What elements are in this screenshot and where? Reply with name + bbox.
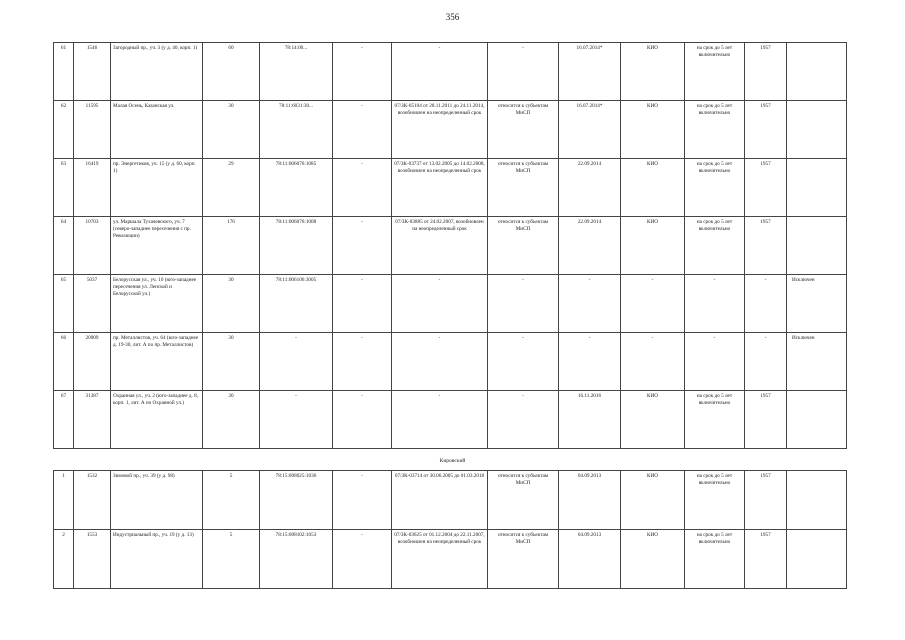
note-cell: [787, 159, 847, 217]
contract-cell: -: [392, 333, 488, 391]
note-cell: [787, 391, 847, 449]
contract-cell: -: [392, 275, 488, 333]
row-number: 67: [54, 391, 74, 449]
table-row: [54, 217, 847, 275]
page-number: 356: [445, 12, 460, 22]
contract-cell: -: [392, 43, 488, 101]
date-cell: 04.09.2013: [559, 471, 621, 530]
address-cell: Охранная ул., уч. 2 (юго-западнее д. 8, корп. 1, лит. А по Охранной ул.): [111, 391, 203, 449]
organization-cell: КИО: [621, 159, 685, 217]
table-row: [54, 391, 847, 449]
year-cell: 1957: [745, 530, 787, 589]
note-cell: [787, 530, 847, 589]
empty-cell: -: [333, 159, 392, 217]
cadastral-number: 78:11:006076:1008: [260, 217, 333, 275]
date-cell: -: [559, 333, 621, 391]
note-cell: Исключен: [787, 333, 847, 391]
organization-cell: КИО: [621, 391, 685, 449]
table-row: [54, 101, 847, 159]
area-cell: 176: [203, 217, 260, 275]
empty-cell: -: [333, 391, 392, 449]
area-cell: 29: [203, 159, 260, 217]
object-code: 1532: [74, 471, 111, 530]
cadastral-number: 78:11:006106:3005: [260, 275, 333, 333]
year-cell: 1957: [745, 471, 787, 530]
status-cell: относится к субъектам МиСП: [488, 530, 559, 589]
status-cell: относится к субъектам МиСП: [488, 471, 559, 530]
area-cell: 5: [203, 471, 260, 530]
date-cell: 04.09.2013: [559, 530, 621, 589]
contract-cell: 07/ЗК-03885 от 24.02.2007, возобновлен на неопределенный срок: [392, 217, 488, 275]
year-cell: -: [745, 275, 787, 333]
area-cell: 5: [203, 530, 260, 589]
address-cell: Белорусская ул., уч. 10 (юго-западнее пересечения ул. Ленской и Белорусской ул.): [111, 275, 203, 333]
address-cell: пр. Энергетиков, уч. 15 (у д. 60, корп. 1): [111, 159, 203, 217]
empty-cell: -: [333, 101, 392, 159]
date-cell: 16.11.2016: [559, 391, 621, 449]
empty-cell: -: [333, 275, 392, 333]
status-cell: -: [488, 391, 559, 449]
status-cell: -: [488, 333, 559, 391]
term-cell: -: [685, 275, 745, 333]
date-cell: -: [559, 275, 621, 333]
row-number: 63: [54, 159, 74, 217]
row-number: 61: [54, 43, 74, 101]
year-cell: 1957: [745, 159, 787, 217]
object-code: 5037: [74, 275, 111, 333]
contract-cell: 07/ЗК-05104 от 28.11.2011 до 24.11.2014, возобновлен на неопределенный срок: [392, 101, 488, 159]
row-number: 66: [54, 333, 74, 391]
contract-cell: 07/ЗК-03625 от 01.12.2004 до 22.11.2007, возобновлен на неопределенный срок: [392, 530, 488, 589]
district-table: [53, 470, 847, 589]
cadastral-number: 78:15:008102:1053: [260, 530, 333, 589]
year-cell: 1957: [745, 217, 787, 275]
area-cell: 30: [203, 333, 260, 391]
status-cell: относится к субъектам МиСП: [488, 217, 559, 275]
object-code: 31387: [74, 391, 111, 449]
term-cell: на срок до 5 лет включительно: [685, 101, 745, 159]
address-cell: Малая Осень, Казанская ул.: [111, 101, 203, 159]
organization-cell: КИО: [621, 471, 685, 530]
row-number: 64: [54, 217, 74, 275]
empty-cell: -: [333, 530, 392, 589]
status-cell: относится к субъектам МиСП: [488, 159, 559, 217]
note-cell: [787, 101, 847, 159]
note-cell: [787, 217, 847, 275]
organization-cell: -: [621, 333, 685, 391]
object-code: 1553: [74, 530, 111, 589]
cadastral-number: -: [260, 391, 333, 449]
organization-cell: КИО: [621, 530, 685, 589]
date-cell: 22.09.2014: [559, 159, 621, 217]
row-number: 2: [54, 530, 74, 589]
term-cell: на срок до 5 лет включительно: [685, 159, 745, 217]
cadastral-number: 78:15:008025:1036: [260, 471, 333, 530]
row-number: 62: [54, 101, 74, 159]
area-cell: 30: [203, 101, 260, 159]
area-cell: 30: [203, 275, 260, 333]
status-cell: -: [488, 43, 559, 101]
object-code: 11595: [74, 101, 111, 159]
term-cell: на срок до 5 лет включительно: [685, 43, 745, 101]
address-cell: Загородный пр., уч. 3 (у д. 40, корп. 1): [111, 43, 203, 101]
area-cell: 60: [203, 43, 260, 101]
table-row: [54, 530, 847, 589]
empty-cell: -: [333, 333, 392, 391]
section-title: Кировский: [439, 458, 466, 464]
year-cell: 1957: [745, 101, 787, 159]
year-cell: -: [745, 333, 787, 391]
table-row: [54, 333, 847, 391]
year-cell: 1957: [745, 391, 787, 449]
object-code: 10703: [74, 217, 111, 275]
organization-cell: КИО: [621, 43, 685, 101]
empty-cell: -: [333, 217, 392, 275]
status-cell: относится к субъектам МиСП: [488, 101, 559, 159]
properties-table: [53, 42, 847, 449]
term-cell: -: [685, 333, 745, 391]
empty-cell: -: [333, 471, 392, 530]
contract-cell: 07/ЗК-03737 от 13.02.2005 до 14.02.2008, возобновлен на неопределенный срок: [392, 159, 488, 217]
note-cell: Исключен: [787, 275, 847, 333]
table-row: [54, 275, 847, 333]
year-cell: 1957: [745, 43, 787, 101]
organization-cell: КИО: [621, 217, 685, 275]
term-cell: на срок до 5 лет включительно: [685, 471, 745, 530]
term-cell: на срок до 5 лет включительно: [685, 530, 745, 589]
table-row: [54, 43, 847, 101]
row-number: 65: [54, 275, 74, 333]
empty-cell: -: [333, 43, 392, 101]
object-code: 16419: [74, 159, 111, 217]
address-cell: Индустриальный пр., уч. 19 (у д. 13): [111, 530, 203, 589]
date-cell: 16.07.2014*: [559, 101, 621, 159]
organization-cell: -: [621, 275, 685, 333]
note-cell: [787, 471, 847, 530]
status-cell: -: [488, 275, 559, 333]
cadastral-number: 78:14:00...: [260, 43, 333, 101]
term-cell: на срок до 5 лет включительно: [685, 391, 745, 449]
term-cell: на срок до 5 лет включительно: [685, 217, 745, 275]
row-number: 1: [54, 471, 74, 530]
date-cell: 22.09.2014: [559, 217, 621, 275]
date-cell: 16.07.2014*: [559, 43, 621, 101]
address-cell: Зимовой пр., уч. 39 (у д. 98): [111, 471, 203, 530]
cadastral-number: 78:11:6031:30...: [260, 101, 333, 159]
organization-cell: КИО: [621, 101, 685, 159]
table-row: [54, 159, 847, 217]
note-cell: [787, 43, 847, 101]
contract-cell: 07/ЗК-03714 от 30.06.2005 до 01.03.2018: [392, 471, 488, 530]
address-cell: пр. Металлистов, уч. 64 (юго-западнее д. 19-30, лит. А по пр. Металлистов): [111, 333, 203, 391]
contract-cell: -: [392, 391, 488, 449]
object-code: 20909: [74, 333, 111, 391]
cadastral-number: -: [260, 333, 333, 391]
table-row: [54, 471, 847, 530]
object-code: 1546: [74, 43, 111, 101]
area-cell: 30: [203, 391, 260, 449]
cadastral-number: 78:11:006076:1085: [260, 159, 333, 217]
address-cell: ул. Маршала Тухачевского, уч. 7 (северо-западнее пересечения с пр. Революции): [111, 217, 203, 275]
